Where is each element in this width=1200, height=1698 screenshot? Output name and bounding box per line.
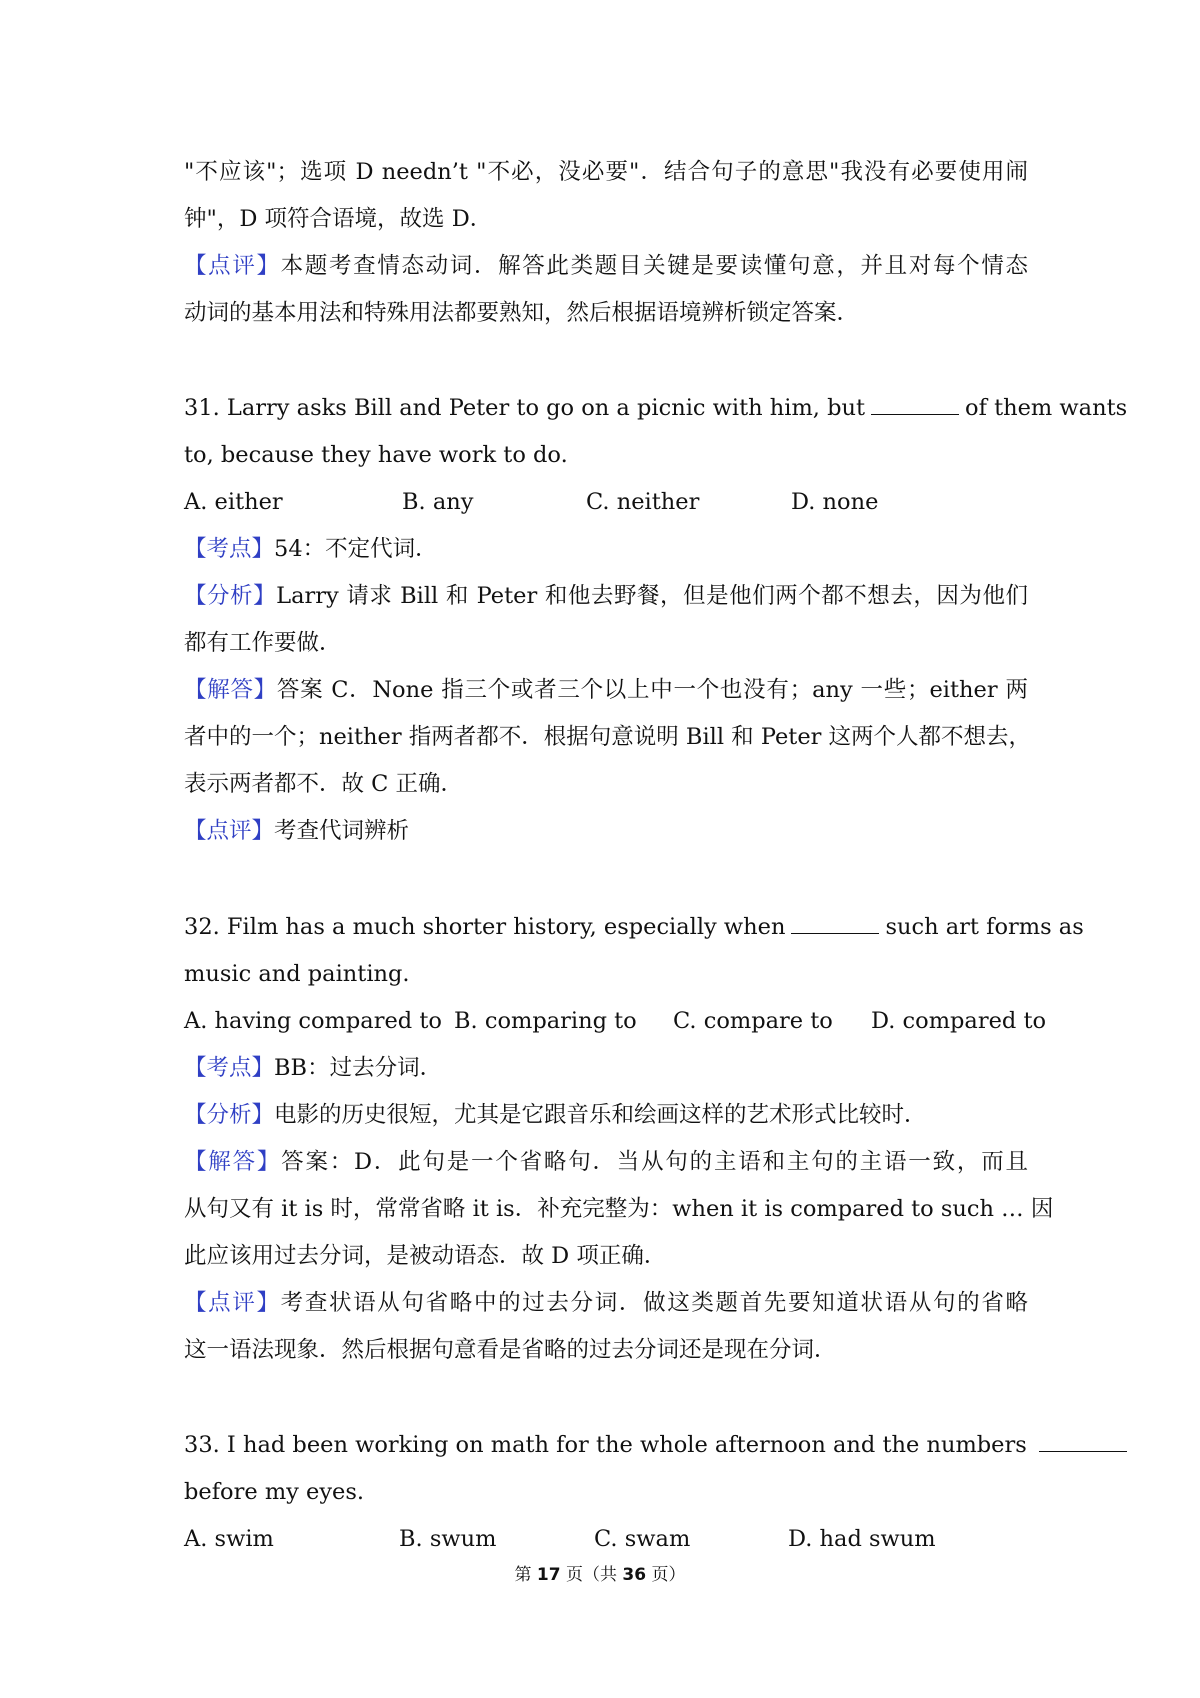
footer-suffix: 页） (651, 1565, 686, 1585)
question-32-jieda-line: 此应该用过去分词，是被动语态．故 D 项正确． (184, 1243, 667, 1269)
dianping-text: 考查代词辨析 (274, 818, 410, 844)
kaodian-text: 54：不定代词． (274, 536, 438, 562)
question-31-jieda-line: 表示两者都不．故 C 正确． (184, 771, 464, 797)
prev-comment (184, 251, 1028, 281)
page-footer (0, 1564, 1200, 1586)
option-a: A. either (184, 489, 283, 515)
question-32-stem (184, 912, 1084, 942)
question-32-kaodian (184, 1053, 1028, 1083)
option-c: C. swam (594, 1526, 691, 1552)
jieda-text: 答案 C．None 指三个或者三个以上中一个也没有；any 一些；either 两 (276, 677, 1028, 703)
option-d: D. none (791, 489, 879, 515)
jieda-tag: 【解答】 (184, 1149, 282, 1175)
comment-tag: 【点评】 (184, 253, 281, 279)
kaodian-tag: 【考点】 (184, 1055, 275, 1081)
comment-text: 本题考查情态动词．解答此类题目关键是要读懂句意，并且对每个情态 (280, 253, 1028, 279)
question-31-jieda-line: 者中的一个；neither 指两者都不．根据句意说明 Bill 和 Peter 这两个人都不想去， (184, 724, 1032, 750)
answer-blank (871, 394, 959, 415)
jieda-tag: 【解答】 (184, 677, 277, 703)
question-32-stem-line: music and painting. (184, 961, 410, 987)
stem-text: 32. Film has a much shorter history, especially when (184, 914, 786, 940)
question-33-stem (184, 1430, 1028, 1460)
stem-text: 31. Larry asks Bill and Peter to go on a picnic with him, but (184, 395, 866, 421)
page-total: 36 (622, 1565, 647, 1585)
question-31-kaodian (184, 534, 1028, 564)
fenxi-tag: 【分析】 (184, 583, 277, 609)
kaodian-tag: 【考点】 (184, 536, 275, 562)
dianping-text: 考查状语从句省略中的过去分词．做这类题首先要知道状语从句的省略 (280, 1290, 1028, 1316)
footer-middle: 页（共 (566, 1565, 617, 1585)
option-c: C. neither (586, 489, 700, 515)
question-32-dianping (184, 1288, 1028, 1318)
question-31-fenxi (184, 581, 1028, 611)
fenxi-text: Larry 请求 Bill 和 Peter 和他去野餐，但是他们两个都不想去，因为他们 (276, 583, 1028, 609)
option-b: B. any (402, 489, 474, 515)
prev-comment-line: 动词的基本用法和特殊用法都要熟知，然后根据语境辨析锁定答案． (184, 300, 860, 326)
question-33-options (184, 1524, 1028, 1554)
answer-blank (791, 913, 879, 934)
question-32-fenxi (184, 1100, 1028, 1130)
option-d: D. had swum (788, 1526, 936, 1552)
question-31-options (184, 487, 1028, 517)
question-32-jieda (184, 1147, 1028, 1177)
answer-blank (1039, 1431, 1127, 1452)
question-31-fenxi-line: 都有工作要做． (184, 630, 342, 656)
question-31-stem (184, 393, 1128, 423)
jieda-text: 答案：D．此句是一个省略句．当从句的主语和主句的主语一致，而且 (281, 1149, 1028, 1175)
page-number: 17 (536, 1565, 561, 1585)
kaodian-text: BB：过去分词． (274, 1055, 443, 1081)
option-a: A. having compared to (184, 1008, 442, 1034)
fenxi-tag: 【分析】 (184, 1102, 275, 1128)
option-c: C. compare to (673, 1008, 833, 1034)
question-31-dianping (184, 816, 1028, 846)
stem-text: 33. I had been working on math for the whole afternoon and the numbers (184, 1432, 1027, 1458)
question-32-jieda-line: 从句又有 it is 时，常常省略 it is．补充完整为：when it is compared to such … 因 (184, 1196, 1054, 1222)
option-a: A. swim (184, 1526, 274, 1552)
question-32-dianping-line: 这一语法现象．然后根据句意看是省略的过去分词还是现在分词． (184, 1337, 837, 1363)
prev-explanation-line: 钟"，D 项符合语境，故选 D． (184, 206, 493, 232)
stem-text: of them wants (965, 395, 1128, 421)
option-b: B. comparing to (454, 1008, 637, 1034)
question-32-options (184, 1006, 1047, 1036)
dianping-tag: 【点评】 (184, 818, 275, 844)
stem-text: such art forms as (885, 914, 1084, 940)
question-33-stem-line: before my eyes. (184, 1479, 365, 1505)
option-d: D. compared to (871, 1008, 1047, 1034)
question-31-stem-line: to, because they have work to do. (184, 442, 568, 468)
dianping-tag: 【点评】 (184, 1290, 281, 1316)
fenxi-text: 电影的历史很短，尤其是它跟音乐和绘画这样的艺术形式比较时． (274, 1102, 927, 1128)
question-31-jieda (184, 675, 1028, 705)
footer-prefix: 第 (514, 1565, 532, 1585)
prev-explanation-line: "不应该"；选项 D needn’t "不必，没必要"．结合句子的意思"我没有必要使用闹 (184, 159, 1028, 185)
option-b: B. swum (399, 1526, 497, 1552)
